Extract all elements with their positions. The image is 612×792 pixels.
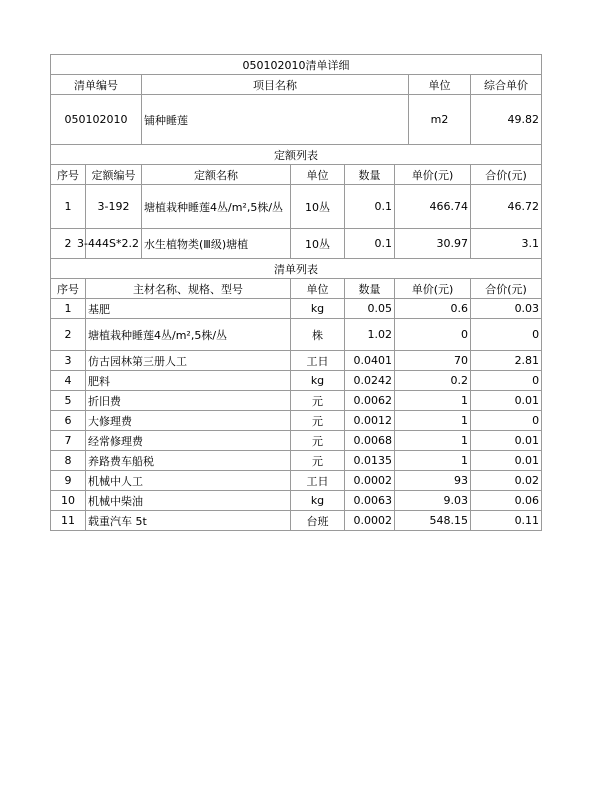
item-total: 2.81	[471, 351, 542, 371]
item-qty: 1.02	[345, 319, 395, 351]
item-total: 0.03	[471, 299, 542, 319]
item-unit: 元	[291, 391, 345, 411]
bill-item-name: 铺种睡莲	[142, 95, 409, 145]
table-row	[51, 471, 542, 491]
table-row	[51, 229, 542, 259]
item-price: 0.6	[395, 299, 471, 319]
item-unit: 工日	[291, 351, 345, 371]
item-no: 9	[51, 471, 86, 491]
items-header-no: 序号	[51, 279, 86, 299]
item-qty: 0.0135	[345, 451, 395, 471]
item-total: 0.11	[471, 511, 542, 531]
item-total: 0	[471, 371, 542, 391]
quota-qty: 0.1	[345, 185, 395, 229]
item-name: 养路费车船税	[86, 451, 291, 471]
bill-title: 050102010清单详细	[51, 55, 542, 75]
header-bill-code: 清单编号	[51, 75, 142, 95]
quota-code: 3-444S*2.2	[86, 229, 142, 259]
quota-header-name: 定额名称	[142, 165, 291, 185]
item-price: 0.2	[395, 371, 471, 391]
item-no: 1	[51, 299, 86, 319]
header-unit-price: 综合单价	[471, 75, 542, 95]
table-row	[51, 185, 542, 229]
item-name: 机械中柴油	[86, 491, 291, 511]
item-price: 9.03	[395, 491, 471, 511]
table-row	[51, 299, 542, 319]
table-row	[51, 511, 542, 531]
table-row	[51, 451, 542, 471]
item-name: 机械中人工	[86, 471, 291, 491]
item-no: 2	[51, 319, 86, 351]
item-unit: 元	[291, 431, 345, 451]
item-qty: 0.0068	[345, 431, 395, 451]
item-price: 70	[395, 351, 471, 371]
quota-price: 30.97	[395, 229, 471, 259]
header-item-name: 项目名称	[142, 75, 409, 95]
item-qty: 0.0012	[345, 411, 395, 431]
quota-header-code: 定额编号	[86, 165, 142, 185]
item-unit: kg	[291, 299, 345, 319]
quota-total: 46.72	[471, 185, 542, 229]
bill-table	[50, 54, 542, 145]
item-no: 11	[51, 511, 86, 531]
item-no: 4	[51, 371, 86, 391]
item-qty: 0.0002	[345, 511, 395, 531]
quota-name: 水生植物类(Ⅲ级)塘植	[142, 229, 291, 259]
header-unit: 单位	[409, 75, 471, 95]
item-total: 0.01	[471, 391, 542, 411]
table-row	[51, 351, 542, 371]
quota-header-no: 序号	[51, 165, 86, 185]
item-total: 0	[471, 411, 542, 431]
quota-price: 466.74	[395, 185, 471, 229]
quota-title: 定额列表	[51, 145, 542, 165]
item-name: 经常修理费	[86, 431, 291, 451]
quota-no: 2	[51, 229, 86, 259]
table-row	[51, 491, 542, 511]
item-name: 基肥	[86, 299, 291, 319]
bill-unit: m2	[409, 95, 471, 145]
quota-header-unit: 单位	[291, 165, 345, 185]
quota-total: 3.1	[471, 229, 542, 259]
item-unit: kg	[291, 371, 345, 391]
quota-unit: 10丛	[291, 229, 345, 259]
item-price: 1	[395, 451, 471, 471]
items-header-price: 单价(元)	[395, 279, 471, 299]
table-row	[51, 319, 542, 351]
item-total: 0.02	[471, 471, 542, 491]
item-name: 折旧费	[86, 391, 291, 411]
item-name: 载重汽车 5t	[86, 511, 291, 531]
item-qty: 0.0062	[345, 391, 395, 411]
item-no: 3	[51, 351, 86, 371]
quota-code: 3-192	[86, 185, 142, 229]
quota-no: 1	[51, 185, 86, 229]
item-no: 7	[51, 431, 86, 451]
item-name: 塘植栽种睡莲4丛/m²,5株/丛	[86, 319, 291, 351]
quota-unit: 10丛	[291, 185, 345, 229]
item-price: 93	[395, 471, 471, 491]
quota-header-price: 单价(元)	[395, 165, 471, 185]
bill-code: 050102010	[51, 95, 142, 145]
item-no: 6	[51, 411, 86, 431]
item-no: 10	[51, 491, 86, 511]
items-header-unit: 单位	[291, 279, 345, 299]
item-price: 0	[395, 319, 471, 351]
item-unit: 元	[291, 411, 345, 431]
item-name: 大修理费	[86, 411, 291, 431]
items-header-qty: 数量	[345, 279, 395, 299]
item-unit: kg	[291, 491, 345, 511]
item-unit: 株	[291, 319, 345, 351]
item-qty: 0.05	[345, 299, 395, 319]
item-no: 5	[51, 391, 86, 411]
bill-price: 49.82	[471, 95, 542, 145]
item-price: 1	[395, 391, 471, 411]
items-title: 清单列表	[51, 259, 542, 279]
items-table	[50, 258, 542, 531]
item-total: 0.06	[471, 491, 542, 511]
item-name: 肥料	[86, 371, 291, 391]
item-unit: 工日	[291, 471, 345, 491]
table-row	[51, 371, 542, 391]
item-qty: 0.0242	[345, 371, 395, 391]
table-row	[51, 391, 542, 411]
table-row	[51, 431, 542, 451]
quota-qty: 0.1	[345, 229, 395, 259]
items-header-name: 主材名称、规格、型号	[86, 279, 291, 299]
item-unit: 元	[291, 451, 345, 471]
item-qty: 0.0002	[345, 471, 395, 491]
item-total: 0	[471, 319, 542, 351]
item-unit: 台班	[291, 511, 345, 531]
item-qty: 0.0401	[345, 351, 395, 371]
item-total: 0.01	[471, 431, 542, 451]
item-no: 8	[51, 451, 86, 471]
item-price: 1	[395, 411, 471, 431]
quota-header-total: 合价(元)	[471, 165, 542, 185]
quota-header-qty: 数量	[345, 165, 395, 185]
quota-table	[50, 144, 542, 259]
item-total: 0.01	[471, 451, 542, 471]
table-row	[51, 411, 542, 431]
item-qty: 0.0063	[345, 491, 395, 511]
items-header-total: 合价(元)	[471, 279, 542, 299]
item-price: 548.15	[395, 511, 471, 531]
item-price: 1	[395, 431, 471, 451]
quota-name: 塘植栽种睡莲4丛/m²,5株/丛	[142, 185, 291, 229]
item-name: 仿古园林第三册人工	[86, 351, 291, 371]
